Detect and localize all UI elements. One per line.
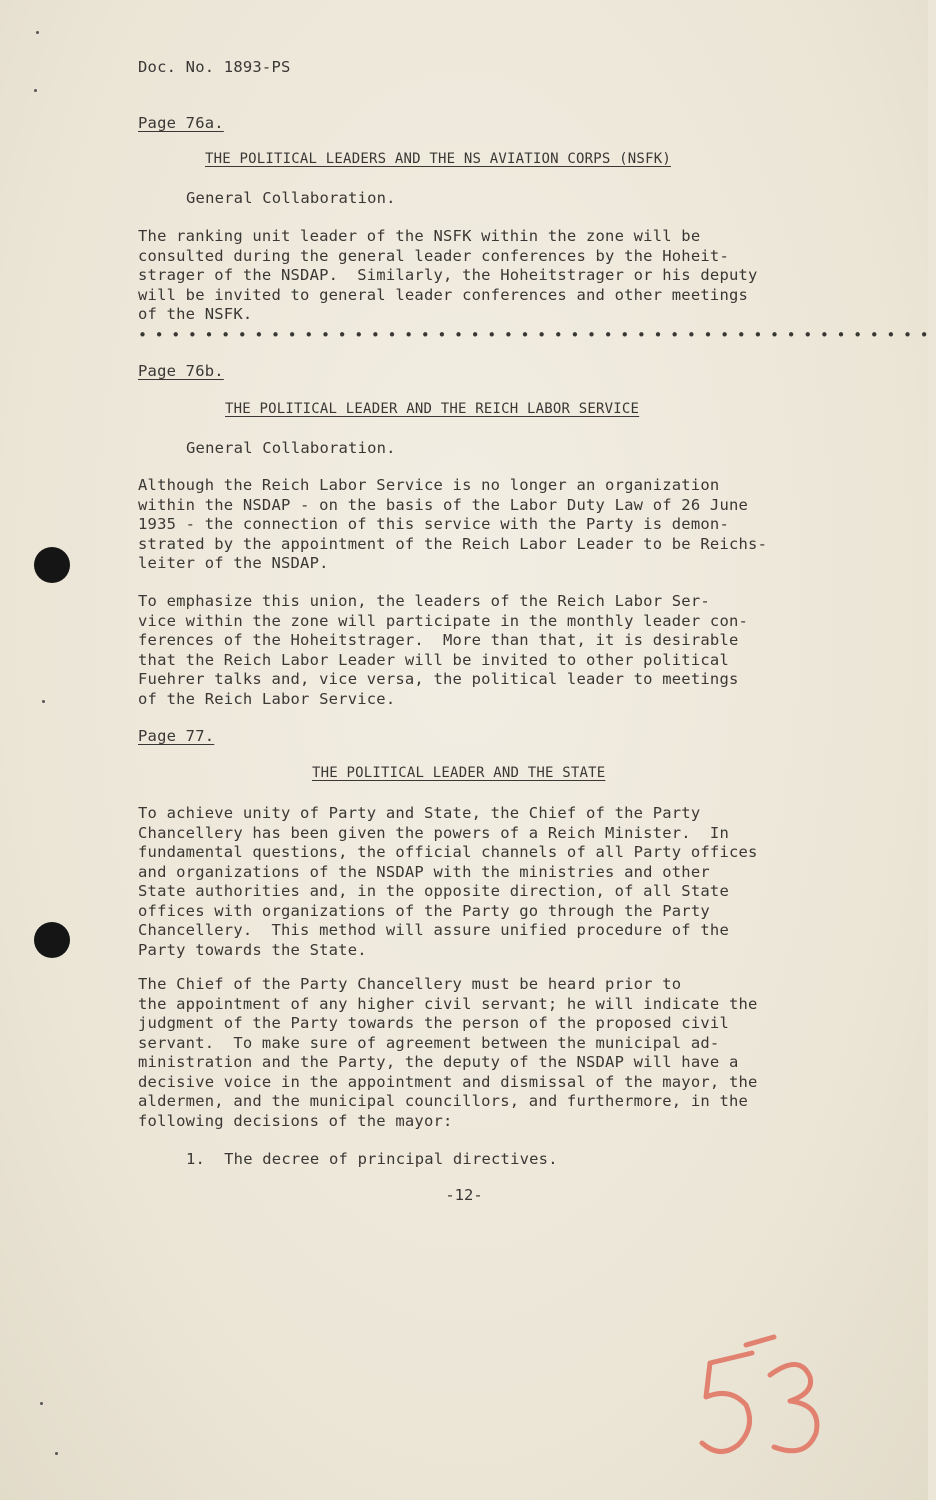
page-label-76b: Page 76b. xyxy=(138,362,224,380)
dotted-separator: •••••••••••••••••••••••••••••••••••••••••••••••• xyxy=(138,326,936,344)
speck xyxy=(55,1452,58,1455)
section-title-nsfk: THE POLITICAL LEADERS AND THE NS AVIATION CORPS (NSFK) xyxy=(205,151,671,167)
paragraph-state-2: The Chief of the Party Chancellery must be heard prior to the appointment of any higher civil servant; he will indicate the judgment of the Party towards the person of the proposed civil servant. To make sure of agreement between the municipal ad- ministration and the Party, the deputy of the NSDAP will have a decisive voice in the appointment and dismissal of the mayor, the aldermen, and the municipal councillors, and furthermore, in the following decisions of the mayor: xyxy=(138,975,758,1130)
paragraph-nsfk: The ranking unit leader of the NSFK within the zone will be consulted during the general leader conferences by the Hoheit- strager of the NSDAP. Similarly, the Hoheitstrager or his deputy will be invited to general leader conferences and other meetings of the NSFK. xyxy=(138,227,758,323)
page-number: -12- xyxy=(445,1186,483,1204)
punch-hole-top xyxy=(34,547,70,583)
paragraph-labor-1: Although the Reich Labor Service is no longer an organization within the NSDAP - on the basis of the Labor Duty Law of 26 June 1935 - the connection of this service with the Party is demon- strated by the appointment of the Reich Labor Leader to be Reichs- leiter of the NSDAP. xyxy=(138,476,768,572)
page-label-76a: Page 76a. xyxy=(138,114,224,132)
speck xyxy=(40,1402,43,1405)
doc-number: Doc. No. 1893-PS xyxy=(138,58,291,76)
speck xyxy=(36,31,39,34)
speck xyxy=(34,89,37,92)
speck xyxy=(42,700,45,703)
subtitle-collaboration-1: General Collaboration. xyxy=(186,189,396,207)
section-title-labor-service: THE POLITICAL LEADER AND THE REICH LABOR SERVICE xyxy=(225,401,640,417)
page-label-77: Page 77. xyxy=(138,727,215,745)
section-title-state: THE POLITICAL LEADER AND THE STATE xyxy=(312,765,606,781)
paragraph-state-1: To achieve unity of Party and State, the Chief of the Party Chancellery has been given the powers of a Reich Minister. In fundamental questions, the official channels of all Party offices and organizations of the NSDAP with the ministries and other State authorities and, in the opposite direction, of all State offices with organizations of the Party go through the Party Chancellery. This method will assure unified procedure of the Party towards the State. xyxy=(138,804,758,959)
handwritten-number-stamp xyxy=(690,1335,840,1465)
paragraph-labor-2: To emphasize this union, the leaders of the Reich Labor Ser- vice within the zone will participate in the monthly leader con- ferences of the Hoheitstrager. More than that, it is desirable that the Reich Labor Leader will be invited to other political Fuehrer talks and, vice versa, the political leader to meetings of the Reich Labor Service. xyxy=(138,592,749,708)
punch-hole-bottom xyxy=(34,922,70,958)
subtitle-collaboration-2: General Collaboration. xyxy=(186,439,396,457)
list-item-1: 1. The decree of principal directives. xyxy=(186,1150,558,1168)
